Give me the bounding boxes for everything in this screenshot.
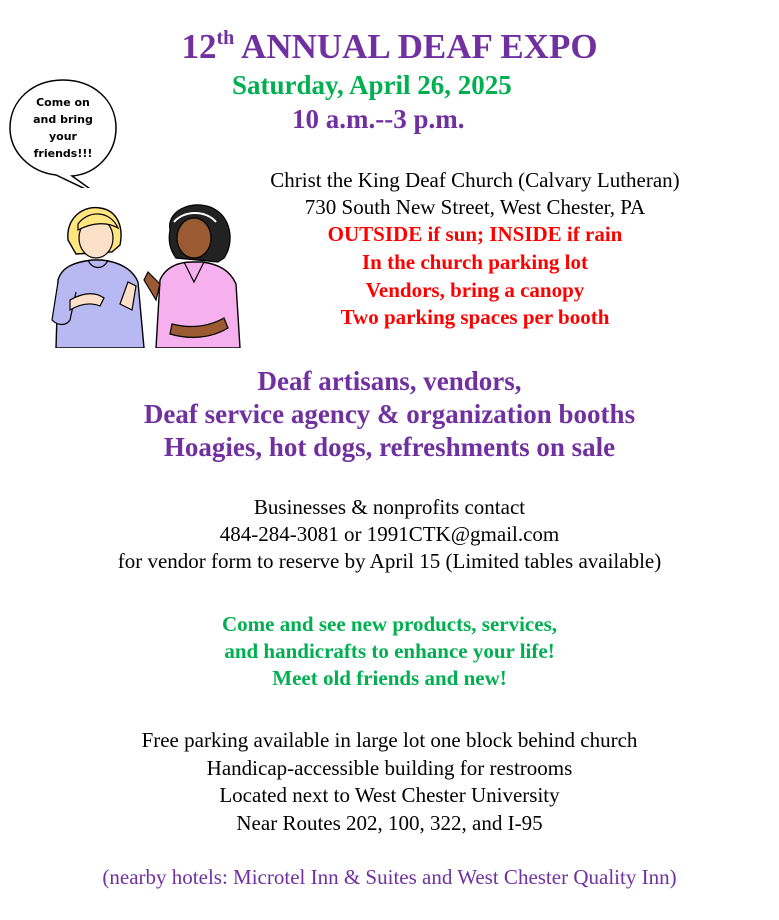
invitation-line: and handicrafts to enhance your life! (224, 639, 555, 663)
venue-note: Two parking spaces per booth (340, 305, 610, 329)
event-title (0, 27, 779, 67)
venue-note: Vendors, bring a canopy (365, 278, 585, 302)
event-date: Saturday, April 26, 2025 (232, 70, 512, 100)
highlight-line: Deaf artisans, vendors, (257, 366, 522, 396)
venue-address: 730 South New Street, West Chester, PA (304, 195, 646, 219)
venue-note: In the church parking lot (362, 250, 588, 274)
title-ordinal-suffix: th (216, 27, 235, 49)
title-text: ANNUAL DEAF EXPO (234, 27, 598, 66)
contact-line: Businesses & nonprofits contact (253, 495, 526, 519)
event-time: 10 a.m.--3 p.m. (292, 104, 465, 134)
venue-note: OUTSIDE if sun; INSIDE if rain (327, 222, 623, 246)
speech-line: your (49, 130, 77, 143)
highlight-line: Hoagies, hot dogs, refreshments on sale (163, 432, 616, 462)
nearby-hotels: (nearby hotels: Microtel Inn & Suites and West Chester Quality Inn) (102, 865, 677, 889)
info-line: Near Routes 202, 100, 322, and I-95 (236, 811, 543, 835)
speech-bubble-text (18, 94, 108, 162)
invitation-line: Meet old friends and new! (272, 666, 507, 690)
info-line: Handicap-accessible building for restrooms (206, 756, 573, 780)
highlight-line: Deaf service agency & organization booths (143, 399, 636, 429)
speech-line: friends!!! (33, 147, 93, 160)
contact-line: for vendor form to reserve by April 15 (Limited tables available) (117, 549, 662, 573)
info-line: Located next to West Chester University (219, 783, 560, 807)
venue-name: Christ the King Deaf Church (Calvary Lutheran) (270, 168, 680, 192)
info-line: Free parking available in large lot one block behind church (141, 728, 638, 752)
speech-line: Come on (36, 96, 90, 109)
speech-line: and bring (33, 113, 93, 126)
contact-line: 484-284-3081 or 1991CTK@gmail.com (219, 522, 560, 546)
people-signing-illustration (48, 200, 248, 348)
title-number: 12 (181, 27, 217, 66)
invitation-line: Come and see new products, services, (222, 612, 557, 636)
